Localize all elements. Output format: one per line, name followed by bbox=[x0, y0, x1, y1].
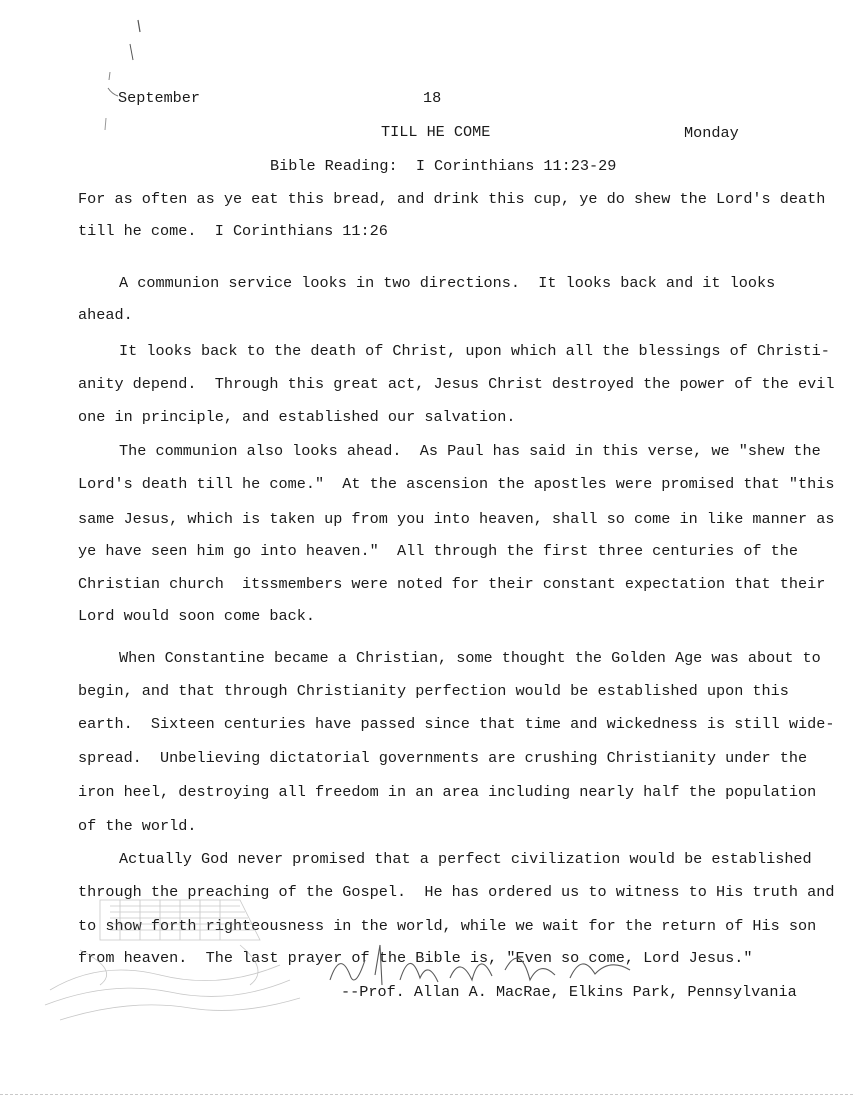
paragraph-line: earth. Sixteen centuries have passed since that time and wickedness is still wide- bbox=[78, 715, 835, 733]
margin-marks bbox=[100, 10, 150, 150]
verse-line: till he come. I Corinthians 11:26 bbox=[78, 222, 388, 240]
author-signature: --Prof. Allan A. MacRae, Elkins Park, Pennsylvania bbox=[341, 983, 797, 1001]
paragraph-line: same Jesus, which is taken up from you into heaven, shall so come in like manner as bbox=[78, 510, 835, 528]
paragraph-line: The communion also looks ahead. As Paul has said in this verse, we "shew the bbox=[119, 442, 821, 460]
paragraph-line: begin, and that through Christianity perfection would be established upon this bbox=[78, 682, 789, 700]
paragraph-line: to show forth righteousness in the world, while we wait for the return of His son bbox=[78, 917, 817, 935]
page-title: TILL HE COME bbox=[381, 123, 491, 141]
paragraph-line: Actually God never promised that a perfect civilization would be established bbox=[119, 850, 812, 868]
paragraph-line: iron heel, destroying all freedom in an area including nearly half the population bbox=[78, 783, 817, 801]
paragraph-line: When Constantine became a Christian, some thought the Golden Age was about to bbox=[119, 649, 821, 667]
paragraph-line: through the preaching of the Gospel. He has ordered us to witness to His truth and bbox=[78, 883, 835, 901]
verse-line: For as often as ye eat this bread, and drink this cup, ye do shew the Lord's death bbox=[78, 190, 826, 208]
paragraph-line: It looks back to the death of Christ, upon which all the blessings of Christi- bbox=[119, 342, 830, 360]
header-weekday: Monday bbox=[684, 124, 739, 142]
paragraph-line: Lord would soon come back. bbox=[78, 607, 315, 625]
page-bottom-edge bbox=[0, 1094, 853, 1097]
paragraph-line: ahead. bbox=[78, 306, 133, 324]
header-day-number: 18 bbox=[423, 89, 442, 107]
paragraph-line: from heaven. The last prayer of the Bible is, "Even so come, Lord Jesus." bbox=[78, 949, 753, 967]
paragraph-line: A communion service looks in two directions. It looks back and it looks bbox=[119, 274, 776, 292]
paragraph-line: Christian church itssmembers were noted for their constant expectation that their bbox=[78, 575, 826, 593]
paragraph-line: ye have seen him go into heaven." All through the first three centuries of the bbox=[78, 542, 799, 560]
paragraph-line: one in principle, and established our salvation. bbox=[78, 408, 516, 426]
paragraph-line: spread. Unbelieving dictatorial governments are crushing Christianity under the bbox=[78, 749, 808, 767]
header-month: September bbox=[118, 89, 201, 107]
bible-reading: Bible Reading: I Corinthians 11:23-29 bbox=[270, 157, 617, 175]
paragraph-line: of the world. bbox=[78, 817, 197, 835]
paragraph-line: anity depend. Through this great act, Jesus Christ destroyed the power of the evil bbox=[78, 375, 835, 393]
paragraph-line: Lord's death till he come." At the ascension the apostles were promised that "this bbox=[78, 475, 835, 493]
